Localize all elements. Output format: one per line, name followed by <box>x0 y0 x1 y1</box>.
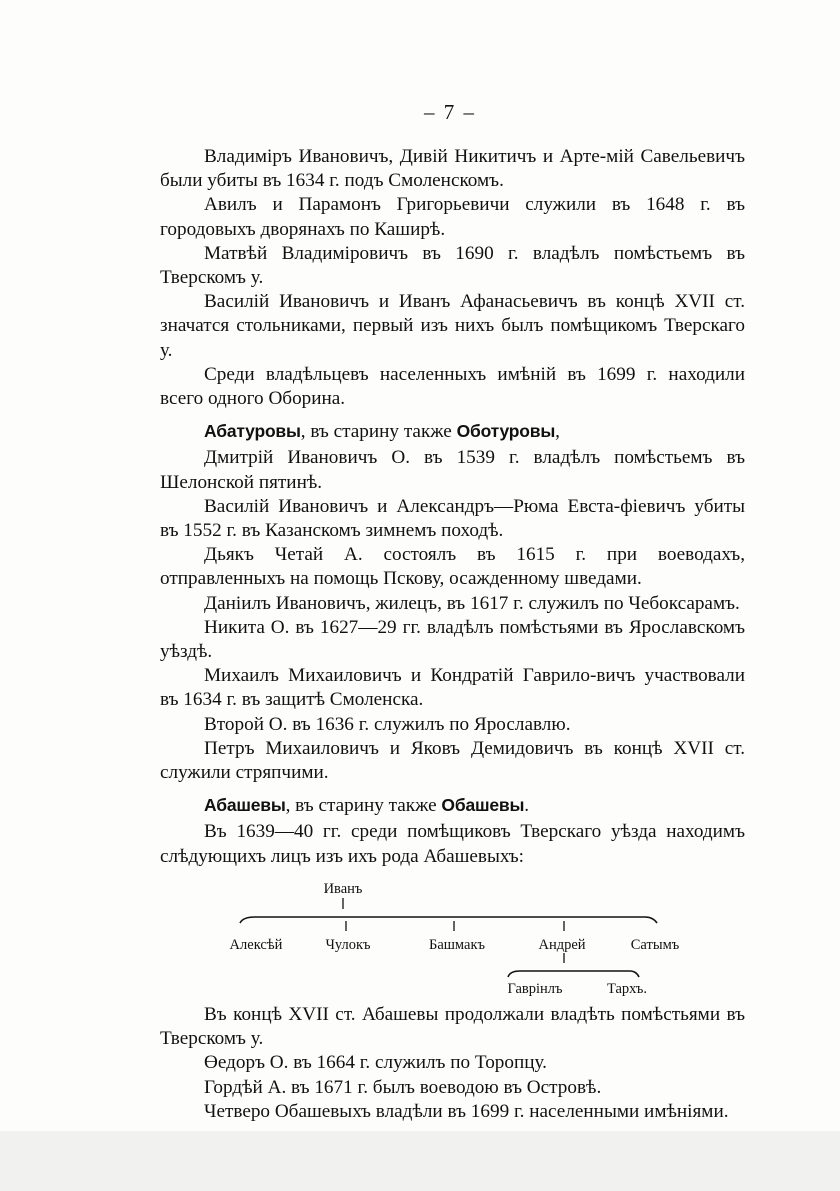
paragraph: Дьякъ Четай А. состоялъ въ 1615 г. при воеводахъ, отправленныхъ на помощь Пскову, осажденному шведами. <box>160 544 745 590</box>
paragraph: Четверо Обашевыхъ владѣли въ 1699 г. населенными имѣніями. <box>204 1100 729 1122</box>
genealogy-tree <box>160 873 745 995</box>
paragraph: Матвѣй Владиміровичъ въ 1690 г. владѣлъ помѣстьемъ въ Тверскомъ у. <box>160 242 745 289</box>
paragraph: Владиміръ Ивановичъ, Дивій Никитичъ и Арте-мій Савельевичъ были убиты въ 1634 г. подъ Смоленскомъ. <box>160 146 745 192</box>
page-body <box>160 145 745 1124</box>
paragraph: Михаилъ Михаиловичъ и Кондратій Гаврило-вичъ участвовали въ 1634 г. въ защитѣ Смоленска. <box>160 665 745 711</box>
paragraph: Гордѣй А. въ 1671 г. былъ воеводою въ Островѣ. <box>204 1076 602 1098</box>
paragraph: Никита О. въ 1627—29 гг. владѣлъ помѣстьями въ Ярославскомъ уѣздѣ. <box>160 616 745 663</box>
paragraph: Второй О. въ 1636 г. служилъ по Ярославлю. <box>204 713 571 735</box>
heading-punct: , <box>555 421 560 443</box>
paragraph: Василій Ивановичъ и Александръ—Рюма Евста-фіевичъ убиты въ 1552 г. въ Казанскомъ зимнемъ походѣ. <box>160 495 745 542</box>
tree-grandchild: Гаврінлъ <box>507 980 563 997</box>
tree-child: Андрей <box>538 936 586 953</box>
page-bottom-margin <box>0 1131 840 1191</box>
paragraph: Въ концѣ XVII ст. Абашевы продолжали владѣть помѣстьями въ Тверскомъ у. <box>160 1003 745 1050</box>
page-number: – 7 – <box>424 100 476 124</box>
paragraph: Даніилъ Ивановичъ, жилецъ, въ 1617 г. служилъ по Чебоксарамъ. <box>204 592 740 614</box>
paragraph: Дмитрій Ивановичъ О. въ 1539 г. владѣлъ помѣстьемъ въ Шелонской пятинѣ. <box>160 447 745 493</box>
section-heading-abaturovy <box>160 419 745 444</box>
paragraph: Авилъ и Парамонъ Григорьевичи служили въ 1648 г. въ городовыхъ дворянахъ по Каширѣ. <box>160 194 745 240</box>
paragraph: Петръ Михаиловичъ и Яковъ Демидовичъ въ концѣ XVII ст. служили стряпчими. <box>160 737 745 784</box>
heading-punct: . <box>524 795 529 817</box>
tree-child: Башмакъ <box>429 936 485 953</box>
tree-child: Чулокъ <box>325 936 371 953</box>
tree-grandchild: Тархъ. <box>606 980 648 997</box>
heading-text: , въ старину также <box>300 421 457 443</box>
surname-abaturovy: Абатуровы <box>204 421 301 442</box>
surname-abashevy: Абашевы <box>204 795 286 816</box>
surname-obaturovy: Оботуровы <box>456 421 556 442</box>
tree-child: Алексѣй <box>229 936 283 953</box>
paragraph: Өедоръ О. въ 1664 г. служилъ по Торопцу. <box>204 1052 547 1074</box>
paragraph: Среди владѣльцевъ населенныхъ имѣній въ 1699 г. находили всего одного Оборина. <box>160 363 745 410</box>
tree-child: Сатымъ <box>630 936 680 953</box>
paragraph: Въ 1639—40 гг. среди помѣщиковъ Тверскаго уѣзда находимъ слѣдующихъ лицъ изъ ихъ рода Абашевыхъ: <box>160 821 745 867</box>
paragraph: Василій Ивановичъ и Иванъ Афанасьевичъ въ концѣ XVII ст. значатся стольниками, первый изъ нихъ былъ помѣщикомъ Тверскаго у. <box>160 291 745 361</box>
section-heading-abashevy <box>160 793 745 818</box>
surname-obashevy: Обашевы <box>441 795 525 816</box>
heading-text: , въ старину также <box>285 795 442 817</box>
tree-root: Иванъ <box>323 880 363 897</box>
